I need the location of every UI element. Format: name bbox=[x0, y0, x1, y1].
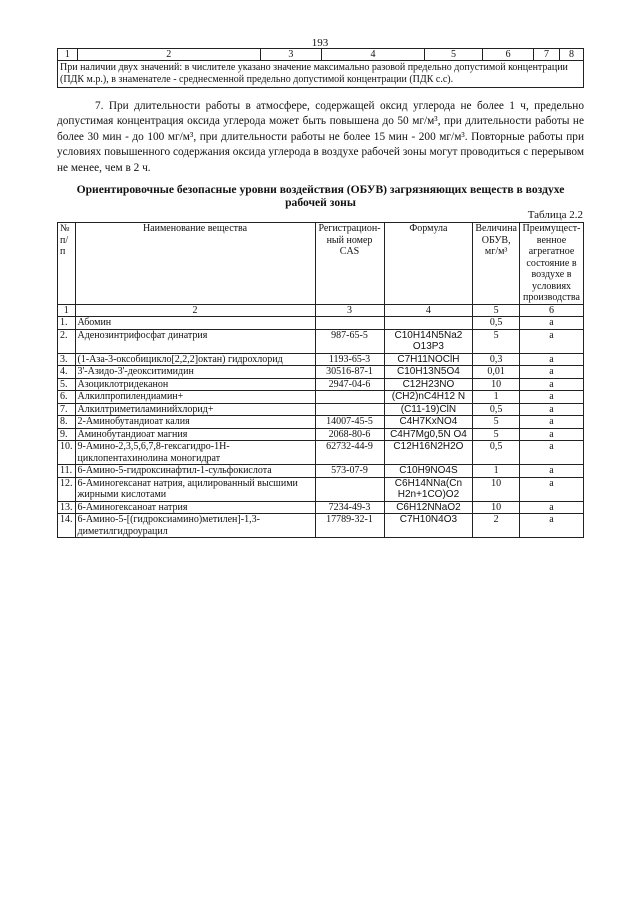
formula: C12H16N2H2O bbox=[384, 441, 473, 465]
formula: C4H7KxNO4 bbox=[384, 416, 473, 429]
row-no: 5. bbox=[58, 378, 76, 391]
cas-number: 7234-49-3 bbox=[315, 501, 384, 514]
section-heading: Ориентировочные безопасные уровни воздействия (ОБУВ) загрязняющих веществ в воздухе рабочей зоны bbox=[76, 183, 565, 209]
note-row bbox=[58, 61, 584, 88]
cas-number: 987-65-5 bbox=[315, 329, 384, 353]
aggregate-state: а bbox=[519, 441, 583, 465]
header-state: Преимущест-венное агрегатное состояние в воздухе в условиях производства bbox=[519, 223, 583, 305]
obuv-value: 0,5 bbox=[473, 403, 520, 416]
table-row bbox=[58, 378, 584, 391]
formula: C12H23NO bbox=[384, 378, 473, 391]
obuv-value: 0,01 bbox=[473, 366, 520, 379]
col-number: 5 bbox=[473, 304, 520, 317]
table-row bbox=[58, 366, 584, 379]
aggregate-state: а bbox=[519, 477, 583, 501]
aggregate-state: а bbox=[519, 403, 583, 416]
obuv-value: 1 bbox=[473, 391, 520, 404]
cas-number: 17789-32-1 bbox=[315, 514, 384, 538]
col-number: 7 bbox=[534, 49, 560, 61]
cas-number: 30516-87-1 bbox=[315, 366, 384, 379]
aggregate-state: а bbox=[519, 501, 583, 514]
row-no: 7. bbox=[58, 403, 76, 416]
col-number: 4 bbox=[322, 49, 425, 61]
row-no: 11. bbox=[58, 465, 76, 478]
header-no: № п/п bbox=[58, 223, 76, 305]
obuv-value: 0,5 bbox=[473, 441, 520, 465]
col-number: 5 bbox=[424, 49, 482, 61]
substance-name: 6-Амино-5-гидроксинафтил-1-сульфокислота bbox=[75, 465, 315, 478]
paragraph-7: 7. При длительности работы в атмосфере, содержащей оксид углерода не более 1 ч, предельно допустимая концентрация оксида углерода может быть повышена до 50 мг/м³, при длительности работы не более 30 мин - до 100 мг/м³, при длительности работы не более 15 мин - 200 мг/м³. Повторные работы при условиях повышенного содержания оксида углерода в воздухе рабочей зоны могут проводиться с перерывом не менее, чем в 2 ч. bbox=[57, 100, 584, 174]
table-row bbox=[58, 416, 584, 429]
obuv-value: 2 bbox=[473, 514, 520, 538]
formula: C6H14NNa(Cn H2n+1CO)O2 bbox=[384, 477, 473, 501]
note-text: При наличии двух значений: в числителе указано значение максимально разовой предельно допустимой концентрации (ПДК м.р.), в знаменателе - среднесменной предельно допустимой концентрации (ПДК с.с). bbox=[58, 61, 584, 88]
table-row bbox=[58, 441, 584, 465]
substance-name: Алкилтриметиламинийхлорид+ bbox=[75, 403, 315, 416]
formula: C4H7Mg0,5N O4 bbox=[384, 428, 473, 441]
cas-number: 14007-45-5 bbox=[315, 416, 384, 429]
obuv-value: 1 bbox=[473, 465, 520, 478]
col-number: 2 bbox=[77, 49, 260, 61]
row-no: 14. bbox=[58, 514, 76, 538]
substance-name: 6-Амино-5-[(гидроксиамино)метилен]-1,3- диметилгидроурацил bbox=[75, 514, 315, 538]
substance-name: 2-Аминобутандиоат калия bbox=[75, 416, 315, 429]
table-row bbox=[58, 465, 584, 478]
substance-name: Азоциклотридеканон bbox=[75, 378, 315, 391]
row-no: 3. bbox=[58, 353, 76, 366]
cas-number: 2068-80-6 bbox=[315, 428, 384, 441]
aggregate-state: а bbox=[519, 366, 583, 379]
obuv-value: 5 bbox=[473, 416, 520, 429]
substance-name: Абомин bbox=[75, 317, 315, 330]
formula: (C11-19)ClN bbox=[384, 403, 473, 416]
table-row bbox=[58, 501, 584, 514]
col-number: 8 bbox=[560, 49, 584, 61]
page-number: 193 bbox=[311, 37, 329, 49]
row-no: 2. bbox=[58, 329, 76, 353]
formula: C6H12NNaO2 bbox=[384, 501, 473, 514]
aggregate-state: а bbox=[519, 428, 583, 441]
formula: C10H14N5Na2 O13P3 bbox=[384, 329, 473, 353]
cas-number: 1193-65-3 bbox=[315, 353, 384, 366]
cas-number bbox=[315, 317, 384, 330]
substance-name: Аденозинтрифосфат динатрия bbox=[75, 329, 315, 353]
cas-number: 62732-44-9 bbox=[315, 441, 384, 465]
col-number: 1 bbox=[58, 49, 78, 61]
substance-name: Алкилпропилендиамин+ bbox=[75, 391, 315, 404]
substance-name: 6-Аминогексанат натрия, ацилированный высшими жирными кислотами bbox=[75, 477, 315, 501]
header-cas: Регистрацион-ный номер CAS bbox=[315, 223, 384, 305]
col-number: 3 bbox=[315, 304, 384, 317]
header-value: Величина ОБУВ, мг/м³ bbox=[473, 223, 520, 305]
formula bbox=[384, 317, 473, 330]
aggregate-state: а bbox=[519, 329, 583, 353]
aggregate-state: а bbox=[519, 391, 583, 404]
aggregate-state: а bbox=[519, 416, 583, 429]
cas-number: 2947-04-6 bbox=[315, 378, 384, 391]
substance-name: Аминобутандиоат магния bbox=[75, 428, 315, 441]
row-no: 8. bbox=[58, 416, 76, 429]
obuv-value: 10 bbox=[473, 477, 520, 501]
table-header-row bbox=[58, 223, 584, 305]
aggregate-state: а bbox=[519, 317, 583, 330]
table-row bbox=[58, 391, 584, 404]
formula: C10H13N5O4 bbox=[384, 366, 473, 379]
header-formula: Формула bbox=[384, 223, 473, 305]
col-number: 6 bbox=[483, 49, 534, 61]
table-caption: Таблица 2.2 bbox=[527, 209, 583, 221]
obuv-value: 5 bbox=[473, 329, 520, 353]
formula: C7H10N4O3 bbox=[384, 514, 473, 538]
col-number: 1 bbox=[58, 304, 76, 317]
formula: C7H11NOClH bbox=[384, 353, 473, 366]
cas-number bbox=[315, 477, 384, 501]
formula: (CH2)nC4H12 N bbox=[384, 391, 473, 404]
row-no: 10. bbox=[58, 441, 76, 465]
aggregate-state: а bbox=[519, 378, 583, 391]
substance-name: 6-Аминогексаноат натрия bbox=[75, 501, 315, 514]
obuv-table bbox=[57, 222, 584, 538]
cas-number bbox=[315, 403, 384, 416]
table-row bbox=[58, 428, 584, 441]
header-name: Наименование вещества bbox=[75, 223, 315, 305]
row-no: 1. bbox=[58, 317, 76, 330]
row-no: 12. bbox=[58, 477, 76, 501]
table-row bbox=[58, 514, 584, 538]
substance-name: 9-Амино-2,3,5,6,7,8-гексагидро-1Н-циклопентахинолина моногидрат bbox=[75, 441, 315, 465]
cas-number: 573-07-9 bbox=[315, 465, 384, 478]
table-row bbox=[58, 403, 584, 416]
column-number-row bbox=[58, 304, 584, 317]
obuv-value: 10 bbox=[473, 501, 520, 514]
aggregate-state: а bbox=[519, 353, 583, 366]
obuv-value: 10 bbox=[473, 378, 520, 391]
obuv-value: 5 bbox=[473, 428, 520, 441]
table-row bbox=[58, 477, 584, 501]
table-row bbox=[58, 329, 584, 353]
row-no: 4. bbox=[58, 366, 76, 379]
aggregate-state: а bbox=[519, 465, 583, 478]
col-number: 2 bbox=[75, 304, 315, 317]
col-number: 6 bbox=[519, 304, 583, 317]
table-row bbox=[58, 317, 584, 330]
substance-name: 3'-Азидо-3'-деокситимидин bbox=[75, 366, 315, 379]
row-no: 9. bbox=[58, 428, 76, 441]
substance-name: (1-Аза-3-оксобицикло[2,2,2]октан) гидрохлорид bbox=[75, 353, 315, 366]
col-number: 4 bbox=[384, 304, 473, 317]
obuv-value: 0,3 bbox=[473, 353, 520, 366]
formula: C10H9NO4S bbox=[384, 465, 473, 478]
obuv-value: 0,5 bbox=[473, 317, 520, 330]
row-no: 13. bbox=[58, 501, 76, 514]
col-number: 3 bbox=[260, 49, 321, 61]
aggregate-state: а bbox=[519, 514, 583, 538]
table-row bbox=[58, 353, 584, 366]
column-number-row bbox=[58, 49, 584, 61]
row-no: 6. bbox=[58, 391, 76, 404]
continuation-table bbox=[57, 48, 584, 88]
cas-number bbox=[315, 391, 384, 404]
